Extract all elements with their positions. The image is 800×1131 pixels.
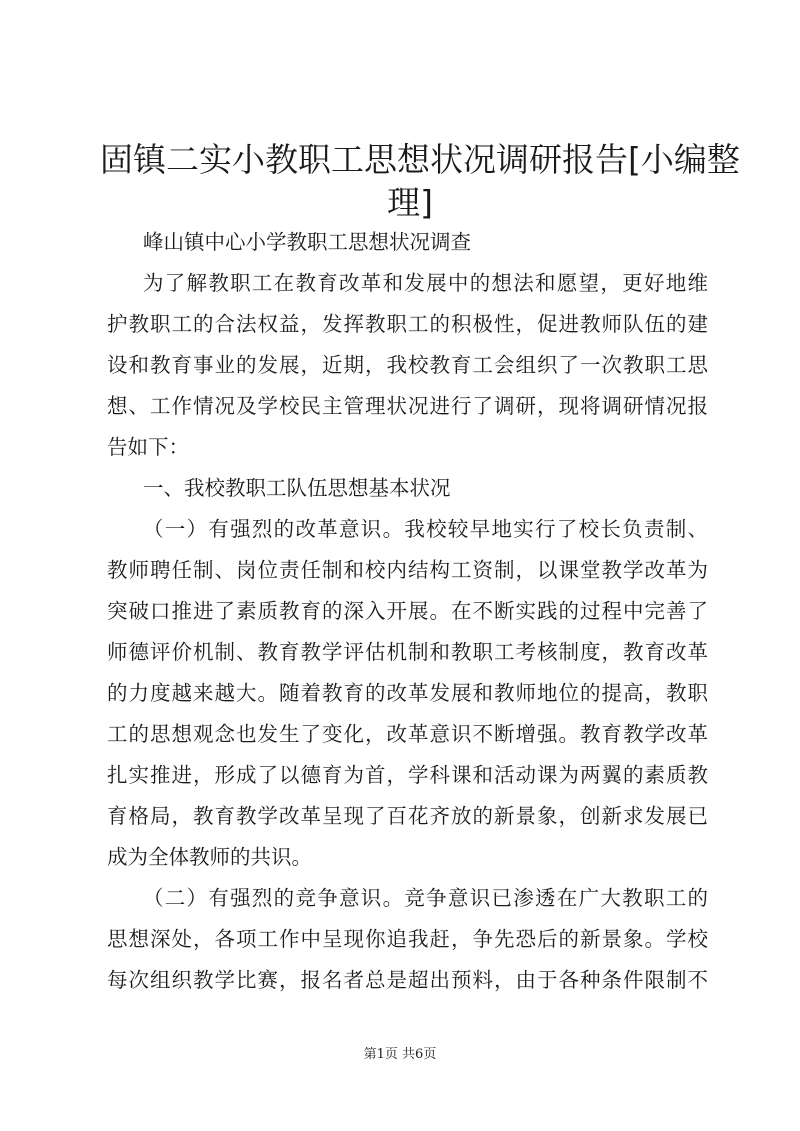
paragraph-line: 告如下： xyxy=(107,435,189,459)
paragraph-line: 想、工作情况及学校民主管理状况进行了调研，现将调研情况报 xyxy=(107,394,708,418)
paragraph-line: 每次组织教学比赛，报名者总是超出预料，由于各种条件限制不 xyxy=(107,968,708,992)
paragraph-line: 成为全体教师的共识。 xyxy=(107,845,312,869)
paragraph-line: 护教职工的合法权益，发挥教职工的积极性，促进教师队伍的建 xyxy=(107,312,708,336)
paragraph-line: 的力度越来越大。随着教育的改革发展和教师地位的提高，教职 xyxy=(107,681,708,705)
paragraph-line: 教师聘任制、岗位责任制和校内结构工资制，以课堂教学改革为 xyxy=(107,558,708,582)
paragraph-line: 设和教育事业的发展，近期，我校教育工会组织了一次教职工思 xyxy=(107,353,708,377)
title-line: 固镇二实小教职工思想状况调研报告[小编整 xyxy=(100,140,740,179)
paragraph-line: 育格局，教育教学改革呈现了百花齐放的新景象，创新求发展已 xyxy=(107,804,708,828)
section-heading: 一、我校教职工队伍思想基本状况 xyxy=(143,476,451,500)
document-body xyxy=(107,222,708,1001)
paragraph-line: 思想深处，各项工作中呈现你追我赶，争先恐后的新景象。学校 xyxy=(107,927,708,951)
title-line: 理] xyxy=(387,183,433,222)
subtitle: 峰山镇中心小学教职工思想状况调查 xyxy=(143,230,471,254)
paragraph-line: 工的思想观念也发生了变化，改革意识不断增强。教育教学改革 xyxy=(107,722,708,746)
paragraph-line: 扎实推进，形成了以德育为首，学科课和活动课为两翼的素质教 xyxy=(107,763,708,787)
document-title xyxy=(100,138,740,224)
page-footer: 第1页 共6页 xyxy=(363,1047,437,1062)
paragraph-line: 为了解教职工在教育改革和发展中的想法和愿望，更好地维 xyxy=(143,271,708,295)
paragraph-line: 突破口推进了素质教育的深入开展。在不断实践的过程中完善了 xyxy=(107,599,708,623)
paragraph-line: 师德评价机制、教育教学评估机制和教职工考核制度，教育改革 xyxy=(107,640,708,664)
paragraph-line: （一）有强烈的改革意识。我校较早地实行了校长负责制、 xyxy=(143,517,708,541)
paragraph-line: （二）有强烈的竞争意识。竞争意识已渗透在广大教职工的 xyxy=(143,886,708,910)
